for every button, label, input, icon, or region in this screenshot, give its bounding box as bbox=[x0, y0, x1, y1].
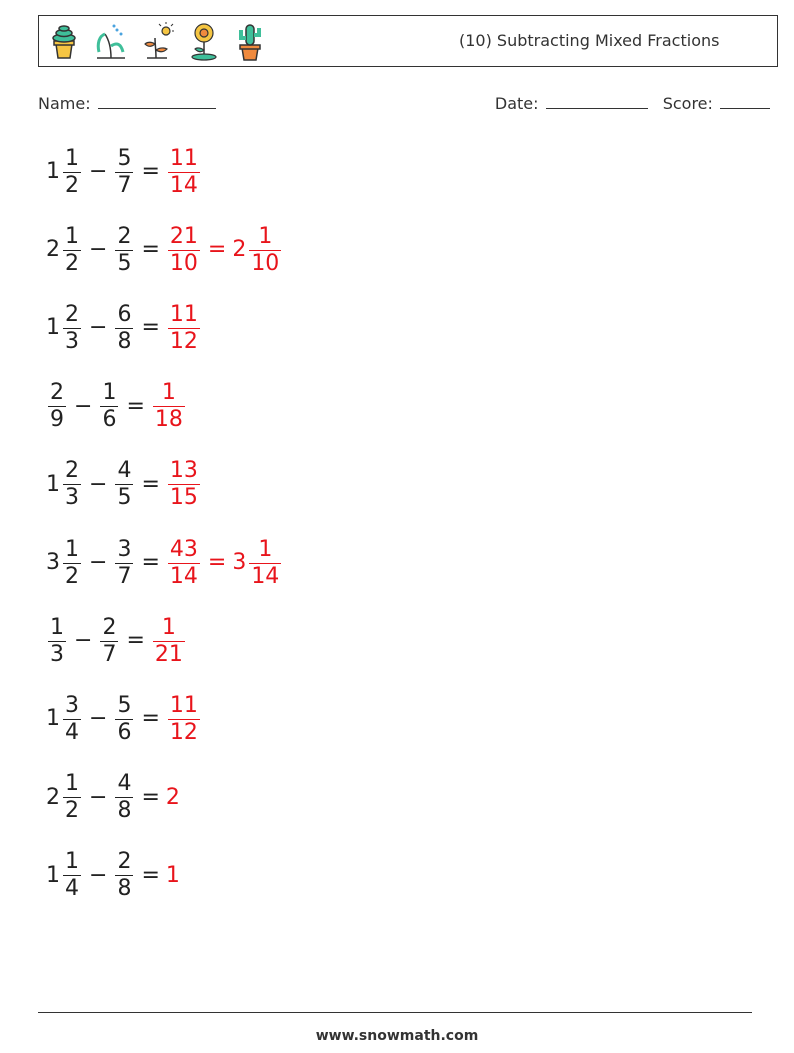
subtrahend-fraction-numerator: 5 bbox=[117, 145, 132, 171]
answer-fraction bbox=[168, 224, 200, 277]
date-score-fields bbox=[495, 92, 770, 116]
minus-sign: − bbox=[89, 862, 108, 888]
minuend-fraction-denominator: 9 bbox=[50, 407, 64, 433]
subtrahend-fraction-denominator: 7 bbox=[102, 641, 117, 667]
minuend-fraction-denominator: 2 bbox=[65, 798, 79, 824]
answer-fraction-numerator: 43 bbox=[169, 536, 198, 562]
whole-number: 3 bbox=[46, 550, 60, 575]
whole-number: 1 bbox=[46, 862, 60, 888]
answer-fraction-numerator: 13 bbox=[169, 458, 198, 484]
minuend-fraction-denominator: 4 bbox=[65, 876, 79, 902]
whole-number: 1 bbox=[46, 471, 60, 497]
answer-fraction bbox=[168, 693, 200, 746]
minuend-fraction-numerator: 1 bbox=[65, 223, 79, 249]
subtrahend-fraction bbox=[100, 380, 118, 433]
problem-row bbox=[46, 374, 187, 440]
answer bbox=[165, 862, 180, 888]
name-blank[interactable] bbox=[98, 92, 216, 109]
answer bbox=[166, 458, 202, 511]
minuend-fraction-numerator: 1 bbox=[50, 614, 64, 640]
answer bbox=[166, 146, 202, 199]
minuend-fraction-denominator: 2 bbox=[65, 563, 79, 589]
answer-mixed-fraction-denominator: 14 bbox=[251, 563, 280, 589]
subtrahend-fraction-numerator: 3 bbox=[117, 536, 132, 562]
minuend-fraction bbox=[63, 302, 81, 355]
answer-fraction bbox=[168, 537, 200, 590]
subtrahend-fraction-denominator: 5 bbox=[117, 250, 132, 276]
answer-equals-sign: = bbox=[207, 550, 227, 575]
whole-number: 1 bbox=[46, 159, 60, 184]
answer-mixed-whole: 2 bbox=[232, 237, 247, 263]
score-label: Score: bbox=[662, 94, 713, 113]
minuend-fraction-numerator: 1 bbox=[65, 145, 79, 171]
subtrahend-fraction-denominator: 8 bbox=[117, 876, 132, 902]
header-icons bbox=[47, 21, 267, 63]
subtrahend-fraction-numerator: 4 bbox=[117, 458, 132, 484]
minus-sign: − bbox=[89, 706, 108, 732]
equals-sign: = bbox=[141, 706, 160, 732]
problem-row bbox=[46, 843, 180, 909]
minuend-fraction bbox=[63, 458, 81, 511]
subtrahend-fraction-numerator: 5 bbox=[117, 692, 132, 718]
answer-mixed-fraction-denominator: 10 bbox=[251, 250, 280, 276]
minuend-fraction-numerator: 2 bbox=[65, 458, 79, 484]
answer-fraction-denominator: 15 bbox=[169, 485, 198, 511]
minuend-fraction-denominator: 3 bbox=[65, 485, 79, 511]
subtrahend-fraction-numerator: 4 bbox=[117, 771, 132, 797]
problem-row bbox=[46, 608, 187, 674]
answer-fraction-denominator: 10 bbox=[169, 250, 198, 276]
answer-fraction-denominator: 12 bbox=[169, 328, 198, 354]
sunflower-icon bbox=[187, 22, 221, 62]
subtrahend-fraction-denominator: 6 bbox=[102, 407, 117, 433]
minuend-fraction bbox=[63, 224, 81, 277]
subtrahend-fraction-numerator: 1 bbox=[102, 380, 117, 406]
equals-sign: = bbox=[141, 315, 160, 341]
equals-sign: = bbox=[141, 784, 160, 810]
whole-number: 1 bbox=[46, 706, 60, 732]
minuend-fraction-numerator: 3 bbox=[65, 692, 79, 718]
answer-fraction-numerator: 1 bbox=[161, 614, 176, 640]
minuend-fraction bbox=[48, 380, 66, 433]
minuend-fraction bbox=[63, 771, 81, 824]
subtrahend-fraction bbox=[115, 302, 133, 355]
whole-number: 2 bbox=[46, 237, 60, 263]
equals-sign: = bbox=[141, 471, 160, 497]
problem-row bbox=[46, 765, 180, 831]
answer-mixed-fraction-numerator: 1 bbox=[258, 536, 273, 562]
answer-fraction-denominator: 18 bbox=[154, 407, 183, 433]
whole-number: 2 bbox=[46, 784, 60, 810]
footer-site: www.snowmath.com bbox=[315, 1028, 479, 1044]
equals-sign: = bbox=[141, 159, 160, 184]
subtrahend-fraction bbox=[115, 146, 133, 199]
equals-sign: = bbox=[141, 550, 160, 575]
answer-fraction-numerator: 21 bbox=[169, 223, 198, 249]
subtrahend-fraction-denominator: 8 bbox=[117, 798, 132, 824]
minus-sign: − bbox=[74, 393, 93, 419]
answer-fraction-denominator: 14 bbox=[169, 172, 198, 198]
answer bbox=[165, 784, 180, 810]
footer-divider bbox=[38, 1012, 752, 1013]
answer-fraction bbox=[168, 146, 200, 199]
problem-row bbox=[46, 452, 202, 518]
minuend-fraction bbox=[63, 693, 81, 746]
answer-mixed-fraction bbox=[249, 224, 281, 277]
subtrahend-fraction-denominator: 7 bbox=[117, 563, 132, 589]
subtrahend-fraction bbox=[115, 693, 133, 746]
answer bbox=[166, 224, 283, 277]
minus-sign: − bbox=[89, 784, 108, 810]
subtrahend-fraction bbox=[115, 224, 133, 277]
answer-whole: 1 bbox=[165, 862, 180, 888]
minus-sign: − bbox=[89, 159, 108, 184]
subtrahend-fraction-denominator: 7 bbox=[117, 172, 132, 198]
problem-row bbox=[46, 686, 202, 752]
equals-sign: = bbox=[141, 862, 160, 888]
name-field bbox=[38, 92, 216, 116]
subtrahend-fraction-denominator: 8 bbox=[117, 328, 132, 354]
answer bbox=[151, 615, 187, 668]
answer-fraction bbox=[153, 380, 185, 433]
answer bbox=[166, 693, 202, 746]
equals-sign: = bbox=[126, 393, 145, 419]
minuend-fraction bbox=[63, 849, 81, 902]
subtrahend-fraction-numerator: 2 bbox=[117, 223, 132, 249]
date-label: Date: bbox=[494, 94, 539, 113]
subtrahend-fraction bbox=[115, 849, 133, 902]
answer-fraction bbox=[168, 302, 200, 355]
minuend-fraction bbox=[48, 615, 66, 668]
subtrahend-fraction-numerator: 2 bbox=[102, 614, 117, 640]
minuend-fraction-denominator: 3 bbox=[50, 641, 64, 667]
subtrahend-fraction-denominator: 5 bbox=[117, 485, 132, 511]
date-blank[interactable] bbox=[546, 92, 648, 109]
worksheet-title: (10) Subtracting Mixed Fractions bbox=[459, 31, 720, 50]
answer bbox=[151, 380, 187, 433]
answer-fraction-numerator: 11 bbox=[169, 145, 198, 171]
name-label: Name: bbox=[38, 94, 91, 113]
answer-whole: 2 bbox=[165, 784, 180, 810]
minuend-fraction-numerator: 1 bbox=[65, 536, 79, 562]
answer-equals-sign: = bbox=[207, 237, 227, 263]
answer-fraction-numerator: 11 bbox=[169, 692, 198, 718]
answer-fraction-numerator: 11 bbox=[169, 301, 198, 327]
minuend-fraction-numerator: 1 bbox=[65, 849, 79, 875]
minuend-fraction-numerator: 2 bbox=[65, 301, 79, 327]
subtrahend-fraction bbox=[115, 537, 133, 590]
subtrahend-fraction bbox=[115, 458, 133, 511]
minuend-fraction-numerator: 1 bbox=[65, 771, 79, 797]
answer bbox=[166, 537, 283, 590]
minus-sign: − bbox=[89, 315, 108, 341]
answer-fraction-denominator: 14 bbox=[169, 563, 198, 589]
answer-fraction bbox=[168, 458, 200, 511]
answer-fraction-denominator: 21 bbox=[154, 641, 183, 667]
problem-row bbox=[46, 295, 202, 361]
equals-sign: = bbox=[141, 237, 160, 263]
answer bbox=[166, 302, 202, 355]
minus-sign: − bbox=[89, 471, 108, 497]
answer-fraction bbox=[153, 615, 185, 668]
problem-row bbox=[46, 217, 283, 283]
minuend-fraction-denominator: 2 bbox=[65, 172, 79, 198]
subtrahend-fraction-denominator: 6 bbox=[117, 719, 132, 745]
minuend-fraction bbox=[63, 146, 81, 199]
sprout-sun-icon bbox=[141, 22, 175, 62]
answer-mixed-whole: 3 bbox=[232, 550, 247, 575]
answer-fraction-numerator: 1 bbox=[161, 380, 176, 406]
watering-plant-icon bbox=[93, 22, 129, 62]
cactus-icon bbox=[233, 22, 267, 62]
potted-plant-icon bbox=[47, 22, 81, 62]
minuend-fraction-denominator: 4 bbox=[65, 719, 79, 745]
minus-sign: − bbox=[89, 550, 108, 575]
score-blank[interactable] bbox=[720, 92, 770, 109]
problem-row bbox=[46, 139, 202, 205]
worksheet-header bbox=[38, 15, 778, 67]
minuend-fraction-denominator: 3 bbox=[65, 328, 79, 354]
minuend-fraction-denominator: 2 bbox=[65, 250, 79, 276]
minuend-fraction-numerator: 2 bbox=[50, 380, 64, 406]
subtrahend-fraction bbox=[100, 615, 118, 668]
minuend-fraction bbox=[63, 537, 81, 590]
minus-sign: − bbox=[89, 237, 108, 263]
minus-sign: − bbox=[74, 628, 93, 654]
subtrahend-fraction bbox=[115, 771, 133, 824]
whole-number: 1 bbox=[46, 315, 60, 341]
answer-mixed-fraction bbox=[249, 537, 281, 590]
problem-row bbox=[46, 530, 283, 596]
equals-sign: = bbox=[126, 628, 145, 654]
subtrahend-fraction-numerator: 6 bbox=[117, 301, 132, 327]
subtrahend-fraction-numerator: 2 bbox=[117, 849, 132, 875]
answer-mixed-fraction-numerator: 1 bbox=[258, 223, 273, 249]
answer-fraction-denominator: 12 bbox=[169, 719, 198, 745]
